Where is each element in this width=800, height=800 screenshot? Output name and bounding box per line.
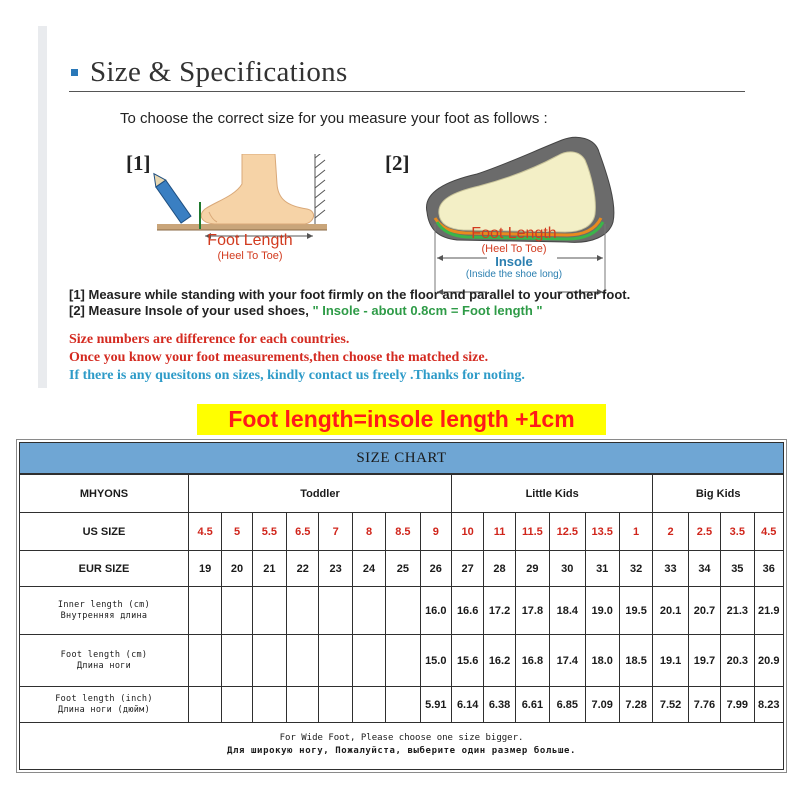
inner-length-cell [319,587,352,635]
inner-length-cell: 19.5 [619,587,652,635]
foot-length-inch-cell: 7.09 [585,687,619,723]
us-size-cell: 5 [222,513,252,551]
insole-sublabel: (Inside the shoe long) [465,269,563,280]
inner-length-cell [252,587,286,635]
foot-length-banner-text: Foot length=insole length +1cm [228,406,575,432]
group-little-kids: Little Kids [451,475,652,513]
inner-length-cell [188,587,221,635]
figure-2-foot-length: Foot Length [471,225,557,242]
group-toddler: Toddler [188,475,451,513]
foot-length-inch-label-ru: Длина ноги (дюйм) [57,704,151,715]
figure-2-caption [439,225,589,255]
inner-length-cell: 18.4 [550,587,585,635]
foot-length-cm-cell [222,635,252,687]
eur-size-cell: 22 [287,551,319,587]
foot-length-cm-cell [319,635,352,687]
us-size-cell: 4.5 [754,513,784,551]
foot-length-cm-cell: 19.7 [688,635,720,687]
eur-size-cell: 21 [252,551,286,587]
eur-size-cell: 20 [222,551,252,587]
us-size-cell: 10 [451,513,483,551]
foot-length-cm-cell [352,635,385,687]
us-size-cell: 11.5 [515,513,549,551]
foot-length-cm-cell: 18.5 [619,635,652,687]
wide-foot-note-en: For Wide Foot, Please choose one size bigger. [279,733,524,743]
inner-length-label-ru: Внутренняя длина [60,610,148,621]
eur-size-cell: 29 [515,551,549,587]
inner-length-cell: 20.1 [653,587,688,635]
eur-size-cell: 27 [451,551,483,587]
eur-size-cell: 35 [721,551,754,587]
brand-cell: MHYONS [20,475,189,513]
figure-2-label: [2] [385,151,410,175]
eur-size-cell: 31 [585,551,619,587]
figure-1-foot-length: Foot Length [207,232,293,249]
eur-size-cell: 24 [352,551,385,587]
inner-length-cell: 16.6 [451,587,483,635]
foot-length-cm-cell [188,635,221,687]
eur-size-cell: 28 [484,551,515,587]
group-header-row [20,475,784,513]
inner-length-label-en: Inner length (cm) [57,599,151,610]
inner-length-label [20,587,189,635]
foot-length-inch-cell [319,687,352,723]
figure-1-caption [185,232,315,262]
us-size-cell: 5.5 [252,513,286,551]
foot-length-cm-label-en: Foot length (cm) [60,649,148,660]
size-chart-table [19,474,784,723]
eur-size-row [20,551,784,587]
shoe-insole-illustration [417,134,617,309]
us-size-cell: 8.5 [386,513,420,551]
inner-length-cell [386,587,420,635]
us-size-cell: 9 [420,513,451,551]
foot-length-inch-cell: 6.85 [550,687,585,723]
eur-size-cell: 34 [688,551,720,587]
figure-1-heel-to-toe: (Heel To Toe) [217,250,283,262]
us-size-cell: 2 [653,513,688,551]
insole-formula: " Insole - about 0.8cm = Foot length " [312,303,543,318]
title-bullet-icon [71,69,78,76]
foot-length-cm-label-ru: Длина ноги [76,660,132,671]
foot-length-inch-cell: 5.91 [420,687,451,723]
us-size-cell: 2.5 [688,513,720,551]
foot-length-inch-cell: 6.61 [515,687,549,723]
measure-note-2 [69,303,543,318]
eur-size-cell: 32 [619,551,652,587]
wide-foot-note-ru: Для широкую ногу, Пожалуйста, выберите один размер больше. [226,746,577,756]
us-size-cell: 6.5 [287,513,319,551]
page-title: Size & Specifications [90,55,348,88]
eur-size-cell: 25 [386,551,420,587]
wide-foot-note [19,723,784,770]
foot-length-cm-cell: 18.0 [585,635,619,687]
us-size-cell: 1 [619,513,652,551]
foot-length-cm-cell: 16.8 [515,635,549,687]
inner-length-cell [352,587,385,635]
foot-length-cm-cell: 16.2 [484,635,515,687]
us-size-label: US SIZE [20,513,189,551]
foot-length-cm-cell: 17.4 [550,635,585,687]
foot-length-inch-cell: 8.23 [754,687,784,723]
title-row [71,52,348,92]
insole-label: Insole [495,254,533,269]
inner-length-cell: 17.8 [515,587,549,635]
group-big-kids: Big Kids [653,475,784,513]
foot-length-inch-cell [386,687,420,723]
title-divider [69,91,745,92]
foot-length-cm-cell: 15.0 [420,635,451,687]
foot-length-inch-cell: 6.38 [484,687,515,723]
foot-length-inch-label [20,687,189,723]
foot-length-cm-row [20,635,784,687]
size-chart [16,439,787,773]
foot-length-inch-cell: 7.99 [721,687,754,723]
us-size-cell: 3.5 [721,513,754,551]
us-size-row [20,513,784,551]
foot-length-inch-cell [188,687,221,723]
foot-length-cm-cell: 19.1 [653,635,688,687]
eur-size-cell: 36 [754,551,784,587]
eur-size-cell: 26 [420,551,451,587]
us-size-cell: 13.5 [585,513,619,551]
instruction-text: To choose the correct size for you measure your foot as follows : [120,110,548,127]
inner-length-cell: 20.7 [688,587,720,635]
figure-1-label: [1] [126,151,151,175]
figure-2-heel-to-toe: (Heel To Toe) [481,243,547,255]
foot-length-cm-cell [386,635,420,687]
eur-size-label: EUR SIZE [20,551,189,587]
inner-length-cell [222,587,252,635]
foot-length-inch-cell: 7.52 [653,687,688,723]
us-size-cell: 7 [319,513,352,551]
inner-length-cell: 16.0 [420,587,451,635]
foot-length-banner [197,404,606,435]
size-chart-header [19,442,784,474]
foot-length-cm-cell: 20.9 [754,635,784,687]
measure-note-1: [1] Measure while standing with your foot firmly on the floor and parallel to your other foot. [69,287,631,302]
foot-measure-illustration [147,154,347,294]
foot-length-cm-cell: 20.3 [721,635,754,687]
foot-length-inch-cell [222,687,252,723]
foot-length-cm-cell [252,635,286,687]
foot-length-inch-row [20,687,784,723]
foot-length-inch-cell [352,687,385,723]
foot-length-inch-cell [287,687,319,723]
measure-note-2-text: [2] Measure Insole of your used shoes, [69,303,313,318]
size-warning-2: Once you know your foot measurements,then choose the matched size. [69,350,489,365]
foot-length-inch-label-en: Foot length (inch) [55,693,153,704]
inner-length-cell: 21.3 [721,587,754,635]
inner-length-cell: 19.0 [585,587,619,635]
us-size-cell: 4.5 [188,513,221,551]
eur-size-cell: 23 [319,551,352,587]
foot-length-cm-label [20,635,189,687]
foot-length-cm-cell [287,635,319,687]
size-specifications-panel [38,26,760,388]
foot-length-cm-cell: 15.6 [451,635,483,687]
foot-length-inch-cell: 6.14 [451,687,483,723]
size-warning-1: Size numbers are difference for each countries. [69,332,350,347]
inner-length-cell: 17.2 [484,587,515,635]
us-size-cell: 12.5 [550,513,585,551]
inner-length-row [20,587,784,635]
inner-length-cell [287,587,319,635]
foot-length-inch-cell: 7.28 [619,687,652,723]
eur-size-cell: 33 [653,551,688,587]
foot-length-inch-cell [252,687,286,723]
us-size-cell: 11 [484,513,515,551]
eur-size-cell: 19 [188,551,221,587]
foot-length-inch-cell: 7.76 [688,687,720,723]
eur-size-cell: 30 [550,551,585,587]
contact-note: If there is any quesitons on sizes, kindly contact us freely .Thanks for noting. [69,368,525,383]
inner-length-cell: 21.9 [754,587,784,635]
size-chart-title: SIZE CHART [356,449,447,466]
us-size-cell: 8 [352,513,385,551]
insole-caption [439,254,589,280]
